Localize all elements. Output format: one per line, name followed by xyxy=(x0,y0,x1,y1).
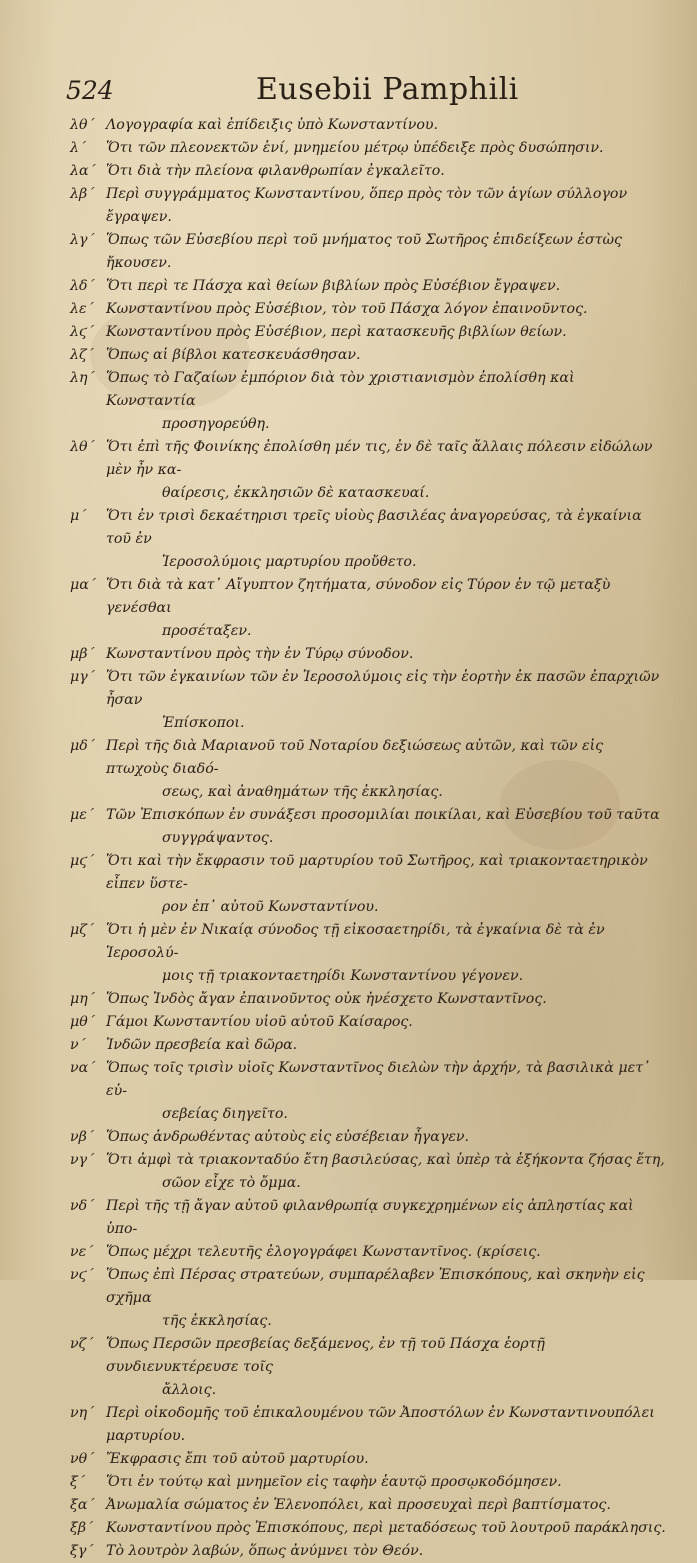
chapter-entry xyxy=(70,229,670,275)
chapter-title-line: Ἀνωμαλία σώματος ἐν Ἑλενοπόλει, καὶ προσευχαὶ περὶ βαπτίσματος. xyxy=(106,1497,611,1513)
chapter-number: λθ΄ xyxy=(70,439,95,455)
chapter-entry xyxy=(70,275,670,298)
chapter-title-line: Ὅπως τοῖς τρισὶν υἱοῖς Κωνσταντῖνος διελὼν τὴν ἀρχήν, τὰ βασιλικὰ μετ᾽ εὐ- xyxy=(106,1060,651,1099)
chapter-title-line: Ὅτι ἀμφὶ τὰ τριακονταδύο ἔτη βασιλεύσας, καὶ ὑπὲρ τὰ ἑξήκοντα ζήσας ἔτη, xyxy=(106,1152,665,1168)
chapter-entry xyxy=(70,1057,670,1126)
chapter-title-line: Ἔκφρασις ἔπι τοῦ αὐτοῦ μαρτυρίου. xyxy=(106,1451,369,1467)
chapter-number: με΄ xyxy=(70,807,94,823)
chapter-title xyxy=(106,804,670,850)
chapter-title xyxy=(106,988,670,1011)
chapter-number: λζ΄ xyxy=(70,347,94,363)
chapter-entry xyxy=(70,1264,670,1333)
chapter-title xyxy=(106,919,670,988)
chapter-entry xyxy=(70,1011,670,1034)
chapter-entry xyxy=(70,298,670,321)
chapter-entry xyxy=(70,1471,670,1494)
chapter-number: μα΄ xyxy=(70,577,96,593)
chapter-title-line: Ὅτι διὰ τὰ κατ᾽ Αἴγυπτον ζητήματα, σύνοδον εἰς Τύρον ἐν τῷ μεταξὺ γενέσθαι xyxy=(106,577,611,616)
chapter-entry xyxy=(70,988,670,1011)
chapter-entry xyxy=(70,1241,670,1264)
chapter-entry xyxy=(70,643,670,666)
chapter-entry xyxy=(70,183,670,229)
chapter-entry xyxy=(70,850,670,919)
chapter-entry xyxy=(70,137,670,160)
chapter-number: μγ΄ xyxy=(70,669,95,685)
chapter-number: νβ΄ xyxy=(70,1129,94,1145)
chapter-title-line: Τῶν Ἐπισκόπων ἐν συνάξεσι προσομιλίαι ποικίλαι, καὶ Εὐσεβίου τοῦ ταῦτα xyxy=(106,807,660,823)
chapter-title-line: Περὶ οἰκοδομῆς τοῦ ἐπικαλουμένου τῶν Ἀποστόλων ἐν Κωνσταντινουπόλει μαρτυρίου. xyxy=(106,1405,655,1444)
chapter-number: μϛ΄ xyxy=(70,853,95,869)
chapter-title xyxy=(106,183,670,229)
chapter-number: ν΄ xyxy=(70,1037,86,1053)
chapter-entry xyxy=(70,1333,670,1402)
chapter-entry xyxy=(70,344,670,367)
chapter-entry xyxy=(70,1034,670,1057)
chapter-number: λε΄ xyxy=(70,301,94,317)
chapter-number: νδ΄ xyxy=(70,1198,95,1214)
chapter-title-continuation: θαίρεσις, ἐκκλησιῶν δὲ κατασκευαί. xyxy=(162,485,430,501)
chapter-title xyxy=(106,1333,670,1402)
chapter-title-line: Ὅτι ἐπὶ τῆς Φοινίκης ἐπολίσθη μέν τις, ἐν δὲ ταῖς ἄλλαις πόλεσιν εἰδώλων μὲν ἦν κα- xyxy=(106,439,653,478)
chapter-number: μθ΄ xyxy=(70,1014,95,1030)
chapter-entry xyxy=(70,1195,670,1241)
chapter-number: ξ΄ xyxy=(70,1474,85,1490)
chapter-number: νθ΄ xyxy=(70,1451,95,1467)
chapter-number: μβ΄ xyxy=(70,646,95,662)
chapter-title xyxy=(106,275,670,298)
chapter-number: νζ΄ xyxy=(70,1336,94,1352)
chapter-entry xyxy=(70,1149,670,1195)
chapter-title-continuation: Ἱεροσολύμοις μαρτυρίου προὔθετο. xyxy=(162,554,417,570)
chapter-entry xyxy=(70,505,670,574)
chapter-title xyxy=(106,436,670,505)
chapter-title-line: Κωνσταντίνου πρὸς τὴν ἐν Τύρῳ σύνοδον. xyxy=(106,646,414,662)
chapter-title xyxy=(106,1494,670,1517)
chapter-title xyxy=(106,229,670,275)
chapter-title-line: Ὅπως ἀνδρωθέντας αὐτοὺς εἰς εὐσέβειαν ἦγαγεν. xyxy=(106,1129,470,1145)
chapter-title xyxy=(106,298,670,321)
chapter-number: ξβ΄ xyxy=(70,1520,94,1536)
chapter-title xyxy=(106,1011,670,1034)
chapter-number: μζ΄ xyxy=(70,922,95,938)
chapter-title-continuation: σῶον εἶχε τὸ ὄμμα. xyxy=(162,1175,301,1191)
chapter-title-line: Τὸ λουτρὸν λαβών, ὅπως ἀνύμνει τὸν Θεόν. xyxy=(106,1543,424,1559)
chapter-number: ξα΄ xyxy=(70,1497,95,1513)
chapter-number: νε΄ xyxy=(70,1244,94,1260)
chapter-entry xyxy=(70,160,670,183)
chapter-entry xyxy=(70,1448,670,1471)
chapter-entry xyxy=(70,574,670,643)
chapter-number: λη΄ xyxy=(70,370,95,386)
chapter-entry xyxy=(70,114,670,137)
chapter-title xyxy=(106,850,670,919)
chapter-title xyxy=(106,735,670,804)
chapter-title-continuation: προσέταξεν. xyxy=(162,623,252,639)
chapter-title xyxy=(106,1448,670,1471)
chapter-title xyxy=(106,1517,670,1540)
running-title: Eusebii Pamphili xyxy=(256,72,519,107)
chapter-title-line: Ὅτι περὶ τε Πάσχα καὶ θείων βιβλίων πρὸς Εὐσέβιον ἔγραψεν. xyxy=(106,278,561,294)
chapter-title-line: Ὅπως μέχρι τελευτῆς ἐλογογράφει Κωνσταντῖνος. (κρίσεις. xyxy=(106,1244,541,1260)
chapter-title xyxy=(106,344,670,367)
chapter-title-line: Λογογραφία καὶ ἐπίδειξις ὑπὸ Κωνσταντίνου. xyxy=(106,117,439,133)
chapter-entry xyxy=(70,666,670,735)
chapter-number: να΄ xyxy=(70,1060,96,1076)
chapter-entry xyxy=(70,1494,670,1517)
chapter-title xyxy=(106,1126,670,1149)
chapter-title-line: Κωνσταντίνου πρὸς Εὐσέβιον, τὸν τοῦ Πάσχα λόγον ἐπαινοῦντος. xyxy=(106,301,588,317)
chapter-title-continuation: Ἐπίσκοποι. xyxy=(162,715,245,731)
chapter-title xyxy=(106,1264,670,1333)
chapter-title-line: Ὅπως Περσῶν πρεσβείας δεξάμενος, ἐν τῇ τοῦ Πάσχα ἑορτῇ συνδιενυκτέρευσε τοῖς xyxy=(106,1336,545,1375)
chapter-number: λδ΄ xyxy=(70,278,95,294)
page-number: 524 xyxy=(66,76,114,105)
chapter-list xyxy=(70,114,670,1563)
chapter-title-line: Κωνσταντίνου πρὸς Εὐσέβιον, περὶ κατασκευῆς βιβλίων θείων. xyxy=(106,324,567,340)
chapter-title-continuation: μοις τῇ τριακονταετηρίδι Κωνσταντίνου γέγονεν. xyxy=(162,968,524,984)
chapter-title xyxy=(106,1540,670,1563)
chapter-title xyxy=(106,1057,670,1126)
chapter-entry xyxy=(70,1402,670,1448)
chapter-entry xyxy=(70,1517,670,1540)
chapter-title-continuation: σεβείας διηγεῖτο. xyxy=(162,1106,288,1122)
chapter-number: μη΄ xyxy=(70,991,95,1007)
chapter-title xyxy=(106,1471,670,1494)
chapter-title-line: Ὅτι διὰ τὴν πλείονα φιλανθρωπίαν ἐγκαλεῖτο. xyxy=(106,163,445,179)
chapter-entry xyxy=(70,1126,670,1149)
chapter-title xyxy=(106,1149,670,1195)
chapter-title-line: Ὅπως αἱ βίβλοι κατεσκευάσθησαν. xyxy=(106,347,361,363)
chapter-title xyxy=(106,643,670,666)
chapter-number: λθ΄ xyxy=(70,117,95,133)
chapter-number: λβ΄ xyxy=(70,186,95,202)
chapter-title-line: Ὅτι ἐν τρισὶ δεκαέτηρισι τρεῖς υἱοὺς βασιλέας ἀναγορεύσας, τὰ ἐγκαίνια τοῦ ἐν xyxy=(106,508,642,547)
chapter-title-continuation: συγγράψαντος. xyxy=(162,830,274,846)
chapter-title xyxy=(106,505,670,574)
chapter-title xyxy=(106,160,670,183)
chapter-title xyxy=(106,1195,670,1241)
chapter-title-line: Περὶ συγγράμματος Κωνσταντίνου, ὅπερ πρὸς τὸν τῶν ἁγίων σύλλογον ἔγραψεν. xyxy=(106,186,628,225)
chapter-title xyxy=(106,1402,670,1448)
chapter-title-line: Ὅπως τὸ Γαζαίων ἐμπόριον διὰ τὸν χριστιανισμὸν ἐπολίσθη καὶ Κωνσταντία xyxy=(106,370,575,409)
chapter-title-continuation: τῆς ἐκκλησίας. xyxy=(162,1313,272,1329)
chapter-entry xyxy=(70,367,670,436)
chapter-title xyxy=(106,321,670,344)
chapter-entry xyxy=(70,1540,670,1563)
chapter-number: νη΄ xyxy=(70,1405,95,1421)
chapter-number: λ΄ xyxy=(70,140,87,156)
chapter-title-continuation: προσηγορεύθη. xyxy=(162,416,270,432)
page-header xyxy=(66,72,666,112)
chapter-title-continuation: ἄλλοις. xyxy=(162,1382,217,1398)
chapter-title-continuation: σεως, καὶ ἀναθημάτων τῆς ἐκκλησίας. xyxy=(162,784,443,800)
chapter-title-line: Ἰνδῶν πρεσβεία καὶ δῶρα. xyxy=(106,1037,298,1053)
chapter-title-line: Ὅτι τῶν ἐγκαινίων τῶν ἐν Ἱεροσολύμοις εἰς τὴν ἑορτὴν ἐκ πασῶν ἐπαρχιῶν ἦσαν xyxy=(106,669,660,708)
chapter-title xyxy=(106,574,670,643)
chapter-number: μδ΄ xyxy=(70,738,95,754)
chapter-title-line: Γάμοι Κωνσταντίου υἱοῦ αὐτοῦ Καίσαρος. xyxy=(106,1014,413,1030)
chapter-title xyxy=(106,1241,670,1264)
chapter-entry xyxy=(70,735,670,804)
chapter-title-line: Ὅτι τῶν πλεονεκτῶν ἑνί, μνημείου μέτρῳ ὑπέδειξε πρὸς δυσώπησιν. xyxy=(106,140,604,156)
chapter-title xyxy=(106,114,670,137)
chapter-title xyxy=(106,137,670,160)
chapter-number: λα΄ xyxy=(70,163,96,179)
chapter-title-line: Κωνσταντίνου πρὸς Ἐπισκόπους, περὶ μεταδόσεως τοῦ λουτροῦ παράκλησις. xyxy=(106,1520,666,1536)
chapter-title-continuation: ρον ἐπ᾽ αὐτοῦ Κωνσταντίνου. xyxy=(162,899,379,915)
chapter-title xyxy=(106,367,670,436)
chapter-title-line: Ὅτι καὶ τὴν ἔκφρασιν τοῦ μαρτυρίου τοῦ Σωτῆρος, καὶ τριακονταετηρικὸν εἶπεν ὕστε- xyxy=(106,853,648,892)
chapter-number: ξγ΄ xyxy=(70,1543,94,1559)
chapter-title-line: Περὶ τῆς τῇ ἄγαν αὐτοῦ φιλανθρωπίᾳ συγκεχρημένων εἰς ἀπληστίας καὶ ὑπο- xyxy=(106,1198,634,1237)
chapter-number: λϛ΄ xyxy=(70,324,95,340)
chapter-title-line: Περὶ τῆς διὰ Μαριανοῦ τοῦ Νοταρίου δεξιώσεως αὐτῶν, καὶ τῶν εἰς πτωχοὺς διαδό- xyxy=(106,738,604,777)
chapter-title-line: Ὅτι ἐν τούτῳ καὶ μνημεῖον εἰς ταφὴν ἑαυτῷ προσῳκοδόμησεν. xyxy=(106,1474,562,1490)
chapter-title xyxy=(106,666,670,735)
chapter-number: νϛ΄ xyxy=(70,1267,94,1283)
chapter-entry xyxy=(70,321,670,344)
chapter-title-line: Ὅπως Ἰνδὸς ἄγαν ἐπαινοῦντος οὐκ ἠνέσχετο Κωνσταντῖνος. xyxy=(106,991,547,1007)
chapter-entry xyxy=(70,919,670,988)
chapter-title xyxy=(106,1034,670,1057)
chapter-title-line: Ὅπως ἐπὶ Πέρσας στρατεύων, συμπαρέλαβεν Ἐπισκόπους, καὶ σκηνὴν εἰς σχῆμα xyxy=(106,1267,645,1306)
chapter-number: νγ΄ xyxy=(70,1152,95,1168)
chapter-entry xyxy=(70,436,670,505)
chapter-entry xyxy=(70,804,670,850)
chapter-title-line: Ὅπως τῶν Εὐσεβίου περὶ τοῦ μνήματος τοῦ Σωτῆρος ἐπιδείξεων ἑστὼς ἤκουσεν. xyxy=(106,232,622,271)
chapter-number: λγ΄ xyxy=(70,232,95,248)
chapter-title-line: Ὅτι ἡ μὲν ἐν Νικαίᾳ σύνοδος τῇ εἰκοσαετηρίδι, τὰ ἐγκαίνια δὲ τὰ ἐν Ἱεροσολύ- xyxy=(106,922,605,961)
chapter-number: μ΄ xyxy=(70,508,87,524)
